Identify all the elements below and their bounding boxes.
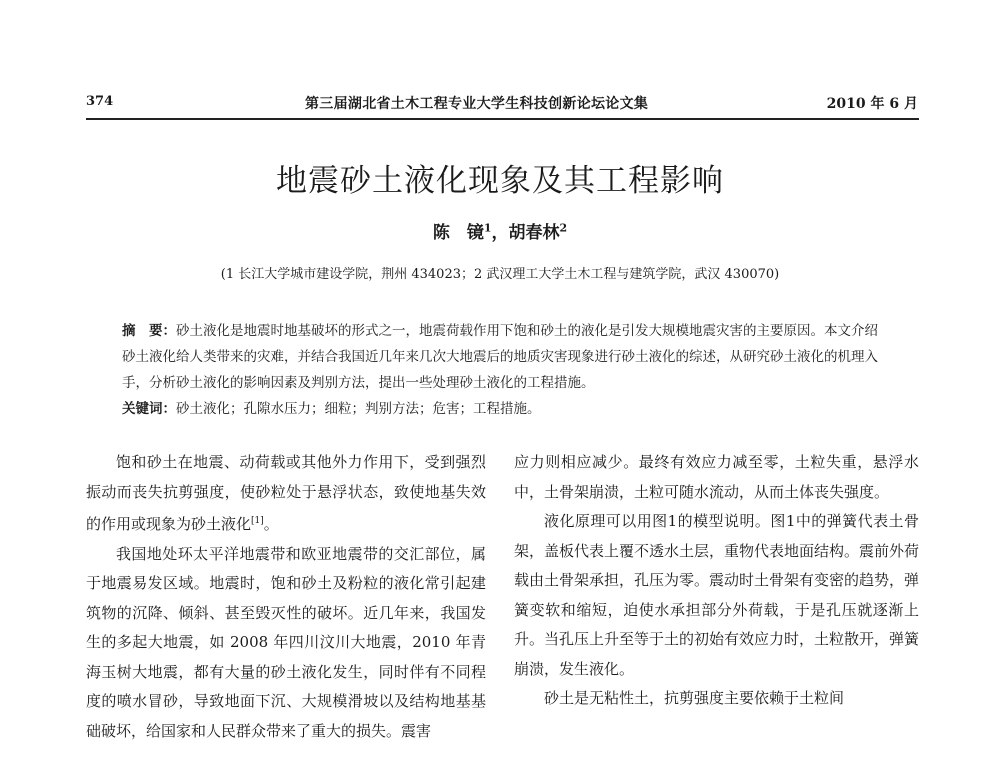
author-1: 陈 镜: [432, 223, 484, 243]
abstract: [122, 318, 882, 396]
author-line: [0, 218, 1000, 243]
abstract-block: [122, 318, 882, 422]
article-title: 地震砂土液化现象及其工程影响: [276, 163, 724, 199]
citation-ref: [1]: [251, 516, 264, 526]
body-paragraph: 砂土是无粘性土，抗剪强度主要依赖于土粒间: [544, 689, 845, 707]
affiliations: (1 长江大学城市建设学院，荆州 434023；2 武汉理工大学土木工程与建筑学院，武汉 430070): [220, 267, 780, 282]
body-paragraph: [86, 448, 486, 540]
page-number: 374: [86, 94, 114, 109]
body-paragraph: 应力则相应减少。最终有效应力减至零，土粒失重，悬浮水中，土骨架崩溃，土粒可随水流动，从而土体丧失强度。: [514, 453, 919, 501]
body-column-left: [86, 448, 486, 746]
abstract-text: 砂土液化是地震时地基破坏的形式之一，地震荷载作用下饱和砂土的液化是引发大规模地震灾害的主要原因。本文介绍砂土液化给人类带来的灾难，并结合我国近几年来几次大地震后的地质灾害现象进行砂土液化的综述，从研究砂土液化的机理入手，分析砂土液化的影响因素及判别方法，提出一些处理砂土液化的工程措施。: [122, 323, 878, 391]
header-rule: [86, 118, 919, 120]
keywords: [122, 396, 882, 422]
paragraph-text: 饱和砂土在地震、动荷载或其他外力作用下，受到强烈振动而丧失抗剪强度，使砂粒处于悬浮状态，致使地基失效的作用或现象为砂土液化: [86, 453, 486, 533]
body-column-right: [514, 448, 919, 714]
author-separator: ，: [491, 223, 509, 243]
author-1-affil-mark: 1: [483, 221, 492, 235]
abstract-label: 摘 要：: [122, 323, 176, 339]
keywords-text: 砂土液化；孔隙水压力；细粒；判别方法；危害；工程措施。: [176, 401, 541, 417]
body-paragraph: 我国地处环太平洋地震带和欧亚地震带的交汇部位，属于地震易发区域。地震时，饱和砂土及粉粒的液化常引起建筑物的沉降、倾斜、甚至毁灭性的破坏。近几年来，我国发生的多起大地震，如 2008 年四川汶川大地震，2010 年青海玉树大地震，都有大量的砂土液化发生，同时伴有不同程度的喷水冒砂，导致地面下沉、大规模滑坡以及结构地基基础破坏，给国家和人民群众带来了重大的损失。震害: [86, 544, 486, 740]
author-2: 胡春林: [508, 223, 560, 243]
keywords-label: 关键词：: [122, 401, 176, 417]
running-title: 第三届湖北省土木工程专业大学生科技创新论坛论文集: [305, 96, 649, 112]
paragraph-end: 。: [263, 515, 279, 533]
author-2-affil-mark: 2: [559, 221, 568, 235]
body-paragraph: 液化原理可以用图1的模型说明。图1中的弹簧代表土骨架，盖板代表上覆不透水土层，重物代表地面结构。震前外荷载由土骨架承担，孔压为零。震动时土骨架有变密的趋势，弹簧变软和缩短，迫使水承担部分外荷载，于是孔压就逐渐上升。当孔压上升至等于土的初始有效应力时，土粒散开，弹簧崩溃，发生液化。: [514, 512, 920, 678]
issue-date: 2010 年 6 月: [826, 96, 918, 112]
